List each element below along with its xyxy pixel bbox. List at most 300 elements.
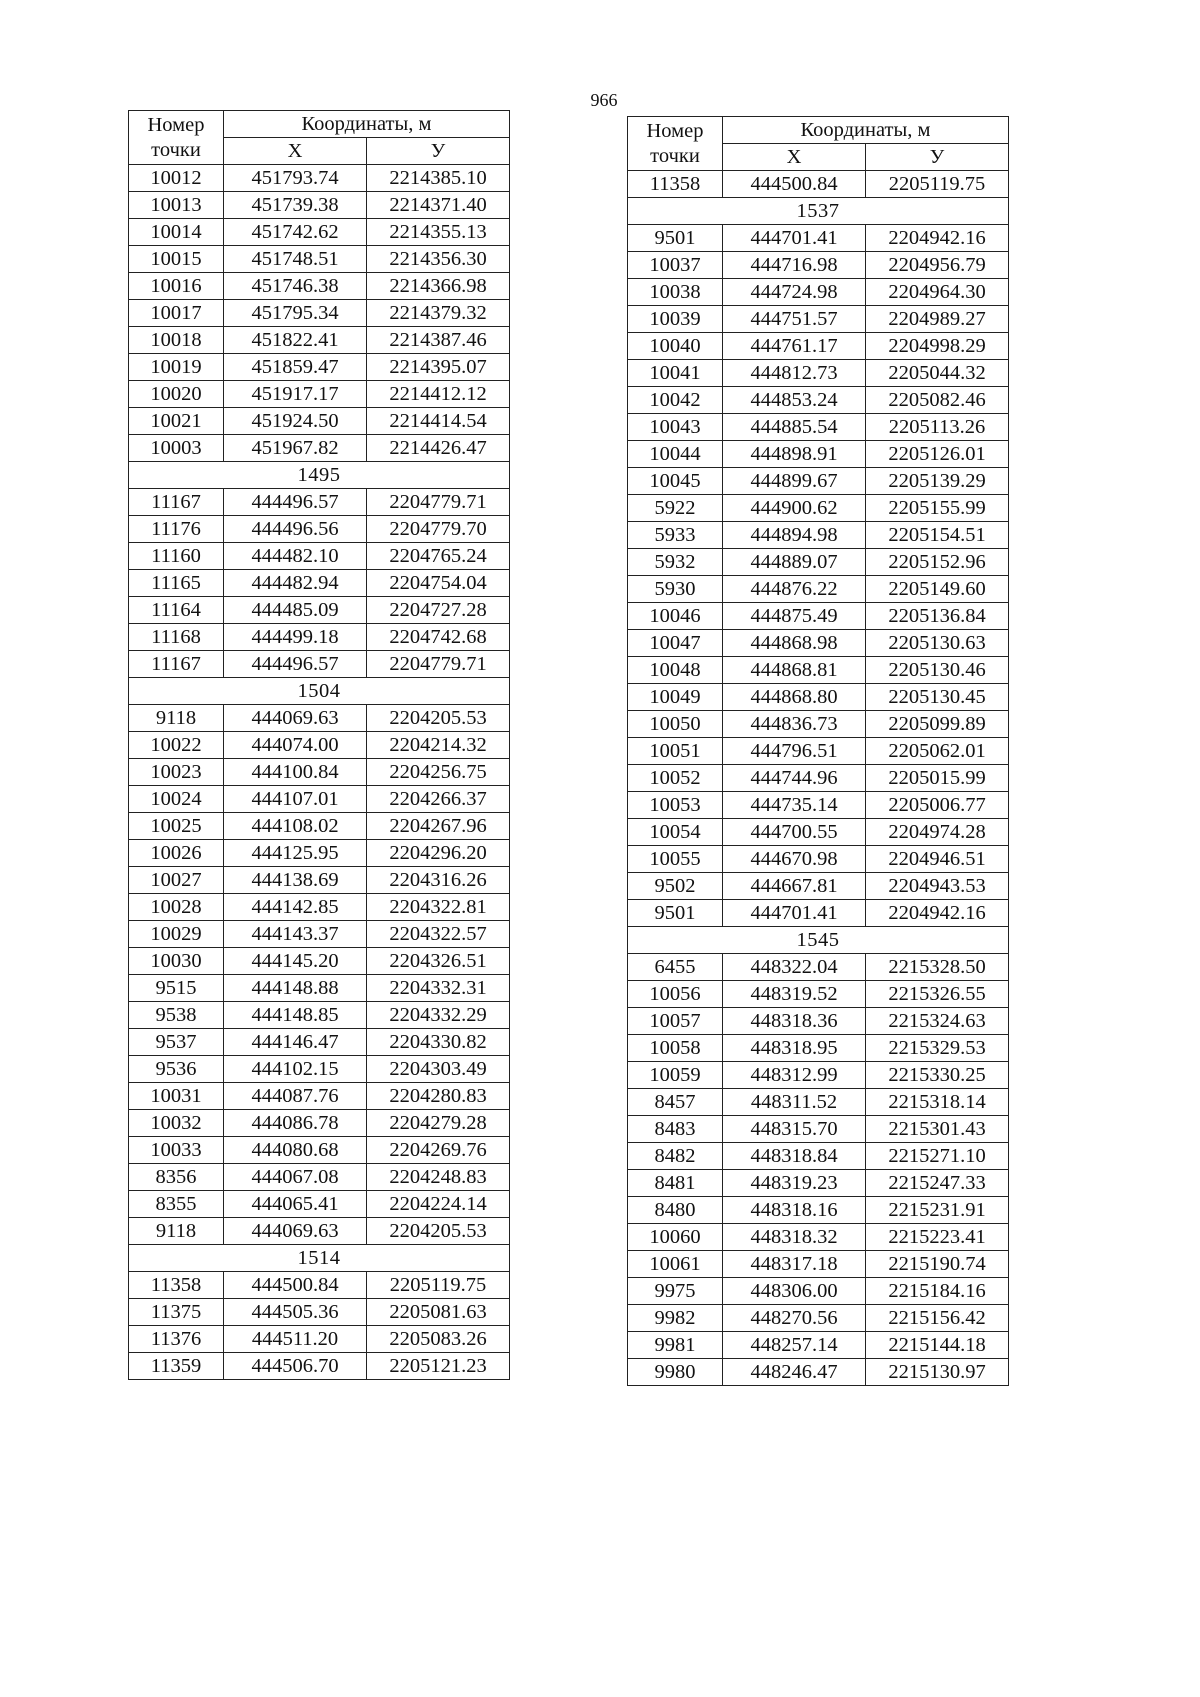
group-label: 1495 xyxy=(129,462,510,489)
point-number-cell: 10015 xyxy=(129,246,224,273)
group-row xyxy=(628,198,1009,225)
x-coordinate-cell: 444482.10 xyxy=(224,543,367,570)
point-number-cell: 11160 xyxy=(129,543,224,570)
x-coordinate-cell: 444496.56 xyxy=(224,516,367,543)
table-row xyxy=(628,495,1009,522)
table-row xyxy=(129,1056,510,1083)
point-number-cell: 11167 xyxy=(129,651,224,678)
y-coordinate-cell: 2214414.54 xyxy=(367,408,510,435)
table-row xyxy=(129,759,510,786)
table-row xyxy=(628,603,1009,630)
y-coordinate-cell: 2204248.83 xyxy=(367,1164,510,1191)
table-row xyxy=(628,900,1009,927)
x-coordinate-cell: 451739.38 xyxy=(224,192,367,219)
x-coordinate-cell: 451748.51 xyxy=(224,246,367,273)
x-coordinate-cell: 444898.91 xyxy=(723,441,866,468)
x-coordinate-cell: 444899.67 xyxy=(723,468,866,495)
y-header: У xyxy=(866,144,1009,171)
point-number-cell: 8481 xyxy=(628,1170,723,1197)
y-coordinate-cell: 2204742.68 xyxy=(367,624,510,651)
x-coordinate-cell: 444701.41 xyxy=(723,225,866,252)
x-coordinate-cell: 444876.22 xyxy=(723,576,866,603)
table-row xyxy=(628,792,1009,819)
y-coordinate-cell: 2204256.75 xyxy=(367,759,510,786)
x-coordinate-cell: 451795.34 xyxy=(224,300,367,327)
x-coordinate-cell: 444100.84 xyxy=(224,759,367,786)
point-number-cell: 10025 xyxy=(129,813,224,840)
table-row xyxy=(129,543,510,570)
point-number-cell: 10023 xyxy=(129,759,224,786)
y-coordinate-cell: 2204266.37 xyxy=(367,786,510,813)
x-coordinate-cell: 444074.00 xyxy=(224,732,367,759)
x-coordinate-cell: 448246.47 xyxy=(723,1359,866,1386)
y-coordinate-cell: 2204998.29 xyxy=(866,333,1009,360)
table-row xyxy=(129,705,510,732)
point-number-cell: 10051 xyxy=(628,738,723,765)
table-row xyxy=(628,171,1009,198)
x-coordinate-cell: 444496.57 xyxy=(224,489,367,516)
table-row xyxy=(628,549,1009,576)
point-number-cell: 10045 xyxy=(628,468,723,495)
table-row xyxy=(628,1305,1009,1332)
point-number-cell: 10028 xyxy=(129,894,224,921)
x-coordinate-cell: 444107.01 xyxy=(224,786,367,813)
point-number-cell: 10059 xyxy=(628,1062,723,1089)
y-coordinate-cell: 2214379.32 xyxy=(367,300,510,327)
table-row xyxy=(129,948,510,975)
y-coordinate-cell: 2204956.79 xyxy=(866,252,1009,279)
y-coordinate-cell: 2205121.23 xyxy=(367,1353,510,1380)
x-coordinate-cell: 448318.36 xyxy=(723,1008,866,1035)
x-coordinate-cell: 448315.70 xyxy=(723,1116,866,1143)
x-coordinate-cell: 444125.95 xyxy=(224,840,367,867)
point-number-cell: 9502 xyxy=(628,873,723,900)
point-number-cell: 9118 xyxy=(129,1218,224,1245)
y-coordinate-cell: 2205044.32 xyxy=(866,360,1009,387)
x-coordinate-cell: 444875.49 xyxy=(723,603,866,630)
x-coordinate-cell: 444868.81 xyxy=(723,657,866,684)
y-coordinate-cell: 2204332.29 xyxy=(367,1002,510,1029)
point-number-cell: 9980 xyxy=(628,1359,723,1386)
point-number-cell: 9982 xyxy=(628,1305,723,1332)
y-coordinate-cell: 2205130.45 xyxy=(866,684,1009,711)
group-row xyxy=(129,1245,510,1272)
y-coordinate-cell: 2214385.10 xyxy=(367,165,510,192)
table-row xyxy=(129,597,510,624)
point-number-cell: 10043 xyxy=(628,414,723,441)
x-coordinate-cell: 444482.94 xyxy=(224,570,367,597)
point-number-cell: 10049 xyxy=(628,684,723,711)
table-row xyxy=(129,1272,510,1299)
y-coordinate-cell: 2204942.16 xyxy=(866,900,1009,927)
point-number-cell: 11165 xyxy=(129,570,224,597)
x-coordinate-cell: 451793.74 xyxy=(224,165,367,192)
y-coordinate-cell: 2204330.82 xyxy=(367,1029,510,1056)
x-coordinate-cell: 444761.17 xyxy=(723,333,866,360)
y-coordinate-cell: 2204779.71 xyxy=(367,489,510,516)
y-coordinate-cell: 2215328.50 xyxy=(866,954,1009,981)
point-number-cell: 11376 xyxy=(129,1326,224,1353)
point-number-cell: 11375 xyxy=(129,1299,224,1326)
table-row xyxy=(628,954,1009,981)
x-coordinate-cell: 444080.68 xyxy=(224,1137,367,1164)
x-coordinate-cell: 451742.62 xyxy=(224,219,367,246)
y-coordinate-cell: 2214426.47 xyxy=(367,435,510,462)
y-coordinate-cell: 2214355.13 xyxy=(367,219,510,246)
table-row xyxy=(129,1191,510,1218)
y-coordinate-cell: 2204326.51 xyxy=(367,948,510,975)
table-row xyxy=(628,981,1009,1008)
point-number-cell: 10024 xyxy=(129,786,224,813)
point-number-cell: 9515 xyxy=(129,975,224,1002)
table-row xyxy=(129,1110,510,1137)
table-row xyxy=(628,630,1009,657)
table-row xyxy=(129,354,510,381)
table-row xyxy=(628,1332,1009,1359)
point-number-cell: 10026 xyxy=(129,840,224,867)
y-coordinate-cell: 2205099.89 xyxy=(866,711,1009,738)
point-number-cell: 10056 xyxy=(628,981,723,1008)
point-number-cell: 9537 xyxy=(129,1029,224,1056)
x-coordinate-cell: 448318.16 xyxy=(723,1197,866,1224)
point-number-cell: 10020 xyxy=(129,381,224,408)
point-number-cell: 11164 xyxy=(129,597,224,624)
y-coordinate-cell: 2204727.28 xyxy=(367,597,510,624)
x-coordinate-cell: 448311.52 xyxy=(723,1089,866,1116)
table-row xyxy=(129,489,510,516)
point-number-cell: 9538 xyxy=(129,1002,224,1029)
x-coordinate-cell: 444511.20 xyxy=(224,1326,367,1353)
x-coordinate-cell: 448322.04 xyxy=(723,954,866,981)
y-coordinate-cell: 2215184.16 xyxy=(866,1278,1009,1305)
table-row xyxy=(129,1326,510,1353)
table-row xyxy=(129,570,510,597)
point-number-cell: 9536 xyxy=(129,1056,224,1083)
point-number-cell: 10053 xyxy=(628,792,723,819)
y-coordinate-cell: 2215301.43 xyxy=(866,1116,1009,1143)
point-number-header xyxy=(129,111,224,165)
point-number-cell: 9501 xyxy=(628,225,723,252)
x-coordinate-cell: 444667.81 xyxy=(723,873,866,900)
group-label: 1504 xyxy=(129,678,510,705)
point-number-cell: 10013 xyxy=(129,192,224,219)
table-row xyxy=(628,1089,1009,1116)
x-coordinate-cell: 444744.96 xyxy=(723,765,866,792)
x-coordinate-cell: 444146.47 xyxy=(224,1029,367,1056)
x-coordinate-cell: 444853.24 xyxy=(723,387,866,414)
y-coordinate-cell: 2214387.46 xyxy=(367,327,510,354)
point-number-cell: 10003 xyxy=(129,435,224,462)
y-coordinate-cell: 2204224.14 xyxy=(367,1191,510,1218)
point-number-cell: 5922 xyxy=(628,495,723,522)
x-coordinate-cell: 448318.32 xyxy=(723,1224,866,1251)
point-number-cell: 9501 xyxy=(628,900,723,927)
y-coordinate-cell: 2205119.75 xyxy=(367,1272,510,1299)
point-number-cell: 10022 xyxy=(129,732,224,759)
y-coordinate-cell: 2204303.49 xyxy=(367,1056,510,1083)
y-coordinate-cell: 2204779.70 xyxy=(367,516,510,543)
x-coordinate-cell: 444900.62 xyxy=(723,495,866,522)
y-coordinate-cell: 2215330.25 xyxy=(866,1062,1009,1089)
table-row xyxy=(129,1029,510,1056)
x-header: X xyxy=(723,144,866,171)
table-row xyxy=(628,819,1009,846)
group-label: 1514 xyxy=(129,1245,510,1272)
point-number-cell: 10041 xyxy=(628,360,723,387)
table-row xyxy=(129,381,510,408)
y-coordinate-cell: 2215223.41 xyxy=(866,1224,1009,1251)
y-coordinate-cell: 2204214.32 xyxy=(367,732,510,759)
x-coordinate-cell: 444065.41 xyxy=(224,1191,367,1218)
table-row xyxy=(129,1083,510,1110)
x-coordinate-cell: 444496.57 xyxy=(224,651,367,678)
point-number-cell: 10019 xyxy=(129,354,224,381)
x-coordinate-cell: 444889.07 xyxy=(723,549,866,576)
x-coordinate-cell: 448318.84 xyxy=(723,1143,866,1170)
table-row xyxy=(628,414,1009,441)
x-coordinate-cell: 444500.84 xyxy=(224,1272,367,1299)
table-row xyxy=(129,1218,510,1245)
coordinates-table-left xyxy=(128,110,510,1380)
y-coordinate-cell: 2214366.98 xyxy=(367,273,510,300)
x-coordinate-cell: 451822.41 xyxy=(224,327,367,354)
point-number-cell: 11168 xyxy=(129,624,224,651)
table-row xyxy=(628,252,1009,279)
x-coordinate-cell: 444148.85 xyxy=(224,1002,367,1029)
point-number-cell: 10033 xyxy=(129,1137,224,1164)
x-coordinate-cell: 444724.98 xyxy=(723,279,866,306)
y-coordinate-cell: 2205152.96 xyxy=(866,549,1009,576)
table-row xyxy=(129,921,510,948)
group-label: 1545 xyxy=(628,927,1009,954)
x-coordinate-cell: 444505.36 xyxy=(224,1299,367,1326)
y-coordinate-cell: 2214395.07 xyxy=(367,354,510,381)
table-row xyxy=(129,624,510,651)
x-coordinate-cell: 444500.84 xyxy=(723,171,866,198)
x-header: X xyxy=(224,138,367,165)
table-row xyxy=(129,1002,510,1029)
point-number-label-1: Номер xyxy=(646,119,704,142)
table-row xyxy=(129,840,510,867)
point-number-cell: 10058 xyxy=(628,1035,723,1062)
point-number-cell: 8457 xyxy=(628,1089,723,1116)
group-row xyxy=(628,927,1009,954)
x-coordinate-cell: 444506.70 xyxy=(224,1353,367,1380)
point-number-header xyxy=(628,117,723,171)
y-coordinate-cell: 2204765.24 xyxy=(367,543,510,570)
table-row xyxy=(628,738,1009,765)
point-number-cell: 10018 xyxy=(129,327,224,354)
point-number-cell: 10047 xyxy=(628,630,723,657)
point-number-cell: 10027 xyxy=(129,867,224,894)
page-number: 966 xyxy=(590,90,618,110)
y-coordinate-cell: 2205130.63 xyxy=(866,630,1009,657)
x-coordinate-cell: 451967.82 xyxy=(224,435,367,462)
x-coordinate-cell: 444142.85 xyxy=(224,894,367,921)
table-row xyxy=(129,327,510,354)
point-number-cell: 10032 xyxy=(129,1110,224,1137)
table-row xyxy=(628,1035,1009,1062)
table-row xyxy=(628,387,1009,414)
y-coordinate-cell: 2215324.63 xyxy=(866,1008,1009,1035)
y-coordinate-cell: 2204974.28 xyxy=(866,819,1009,846)
table-row xyxy=(628,522,1009,549)
table-row xyxy=(129,867,510,894)
y-coordinate-cell: 2204946.51 xyxy=(866,846,1009,873)
table-row xyxy=(628,279,1009,306)
coordinates-header: Координаты, м xyxy=(723,117,1009,144)
point-number-cell: 10054 xyxy=(628,819,723,846)
y-coordinate-cell: 2204205.53 xyxy=(367,1218,510,1245)
table-row xyxy=(628,684,1009,711)
point-number-cell: 8356 xyxy=(129,1164,224,1191)
point-number-cell: 10012 xyxy=(129,165,224,192)
y-coordinate-cell: 2205155.99 xyxy=(866,495,1009,522)
table-row xyxy=(628,1008,1009,1035)
point-number-cell: 10048 xyxy=(628,657,723,684)
y-coordinate-cell: 2215326.55 xyxy=(866,981,1009,1008)
y-coordinate-cell: 2204779.71 xyxy=(367,651,510,678)
y-coordinate-cell: 2215318.14 xyxy=(866,1089,1009,1116)
table-row xyxy=(129,408,510,435)
point-number-cell: 6455 xyxy=(628,954,723,981)
point-number-cell: 11176 xyxy=(129,516,224,543)
x-coordinate-cell: 448319.52 xyxy=(723,981,866,1008)
header-row xyxy=(129,111,510,138)
y-coordinate-cell: 2204269.76 xyxy=(367,1137,510,1164)
point-number-cell: 10042 xyxy=(628,387,723,414)
table-row xyxy=(129,651,510,678)
table-row xyxy=(628,1116,1009,1143)
table-row xyxy=(129,246,510,273)
y-coordinate-cell: 2214356.30 xyxy=(367,246,510,273)
y-coordinate-cell: 2205149.60 xyxy=(866,576,1009,603)
table-row xyxy=(129,1299,510,1326)
x-coordinate-cell: 444067.08 xyxy=(224,1164,367,1191)
table-row xyxy=(628,1062,1009,1089)
point-number-cell: 10031 xyxy=(129,1083,224,1110)
y-coordinate-cell: 2204322.81 xyxy=(367,894,510,921)
table-row xyxy=(129,192,510,219)
x-coordinate-cell: 444868.80 xyxy=(723,684,866,711)
point-number-cell: 10014 xyxy=(129,219,224,246)
point-number-cell: 10030 xyxy=(129,948,224,975)
y-header: У xyxy=(367,138,510,165)
table-row xyxy=(628,306,1009,333)
coordinates-table-right xyxy=(627,116,1009,1386)
x-coordinate-cell: 444894.98 xyxy=(723,522,866,549)
point-number-cell: 10029 xyxy=(129,921,224,948)
x-coordinate-cell: 444885.54 xyxy=(723,414,866,441)
table-row xyxy=(628,1170,1009,1197)
table-row xyxy=(129,1137,510,1164)
y-coordinate-cell: 2205081.63 xyxy=(367,1299,510,1326)
y-coordinate-cell: 2215231.91 xyxy=(866,1197,1009,1224)
y-coordinate-cell: 2205015.99 xyxy=(866,765,1009,792)
table-row xyxy=(129,219,510,246)
y-coordinate-cell: 2215190.74 xyxy=(866,1251,1009,1278)
table-row xyxy=(628,873,1009,900)
point-number-cell: 5933 xyxy=(628,522,723,549)
y-coordinate-cell: 2205154.51 xyxy=(866,522,1009,549)
x-coordinate-cell: 444086.78 xyxy=(224,1110,367,1137)
y-coordinate-cell: 2215156.42 xyxy=(866,1305,1009,1332)
x-coordinate-cell: 444670.98 xyxy=(723,846,866,873)
y-coordinate-cell: 2204332.31 xyxy=(367,975,510,1002)
table-row xyxy=(628,1359,1009,1386)
x-coordinate-cell: 444069.63 xyxy=(224,1218,367,1245)
x-coordinate-cell: 444138.69 xyxy=(224,867,367,894)
point-number-cell: 10061 xyxy=(628,1251,723,1278)
point-number-cell: 10040 xyxy=(628,333,723,360)
table-row xyxy=(628,360,1009,387)
point-number-cell: 10052 xyxy=(628,765,723,792)
point-number-label-1: Номер xyxy=(147,113,205,136)
table-row xyxy=(129,165,510,192)
table-row xyxy=(628,711,1009,738)
table-row xyxy=(129,1164,510,1191)
y-coordinate-cell: 2204279.28 xyxy=(367,1110,510,1137)
point-number-label-2: точки xyxy=(151,138,201,161)
point-number-cell: 10038 xyxy=(628,279,723,306)
point-number-label-2: точки xyxy=(650,144,700,167)
table-row xyxy=(628,1197,1009,1224)
x-coordinate-cell: 451746.38 xyxy=(224,273,367,300)
point-number-cell: 9981 xyxy=(628,1332,723,1359)
x-coordinate-cell: 444836.73 xyxy=(723,711,866,738)
y-coordinate-cell: 2205082.46 xyxy=(866,387,1009,414)
table-row xyxy=(129,813,510,840)
y-coordinate-cell: 2215329.53 xyxy=(866,1035,1009,1062)
point-number-cell: 10050 xyxy=(628,711,723,738)
point-number-cell: 10037 xyxy=(628,252,723,279)
group-row xyxy=(129,678,510,705)
point-number-cell: 10044 xyxy=(628,441,723,468)
x-coordinate-cell: 448317.18 xyxy=(723,1251,866,1278)
y-coordinate-cell: 2214412.12 xyxy=(367,381,510,408)
y-coordinate-cell: 2215130.97 xyxy=(866,1359,1009,1386)
y-coordinate-cell: 2205130.46 xyxy=(866,657,1009,684)
y-coordinate-cell: 2204942.16 xyxy=(866,225,1009,252)
y-coordinate-cell: 2215144.18 xyxy=(866,1332,1009,1359)
x-coordinate-cell: 444716.98 xyxy=(723,252,866,279)
table-row xyxy=(129,273,510,300)
x-coordinate-cell: 448306.00 xyxy=(723,1278,866,1305)
table-row xyxy=(628,1251,1009,1278)
table-row xyxy=(129,975,510,1002)
point-number-cell: 9975 xyxy=(628,1278,723,1305)
y-coordinate-cell: 2215271.10 xyxy=(866,1143,1009,1170)
point-number-cell: 10017 xyxy=(129,300,224,327)
x-coordinate-cell: 444485.09 xyxy=(224,597,367,624)
y-coordinate-cell: 2204989.27 xyxy=(866,306,1009,333)
y-coordinate-cell: 2204205.53 xyxy=(367,705,510,732)
point-number-cell: 10046 xyxy=(628,603,723,630)
point-number-cell: 10039 xyxy=(628,306,723,333)
group-row xyxy=(129,462,510,489)
x-coordinate-cell: 444148.88 xyxy=(224,975,367,1002)
point-number-cell: 9118 xyxy=(129,705,224,732)
point-number-cell: 10057 xyxy=(628,1008,723,1035)
x-coordinate-cell: 448319.23 xyxy=(723,1170,866,1197)
point-number-cell: 11167 xyxy=(129,489,224,516)
x-coordinate-cell: 444499.18 xyxy=(224,624,367,651)
point-number-cell: 11358 xyxy=(628,171,723,198)
point-number-cell: 11358 xyxy=(129,1272,224,1299)
y-coordinate-cell: 2205006.77 xyxy=(866,792,1009,819)
table-row xyxy=(129,894,510,921)
point-number-cell: 8480 xyxy=(628,1197,723,1224)
